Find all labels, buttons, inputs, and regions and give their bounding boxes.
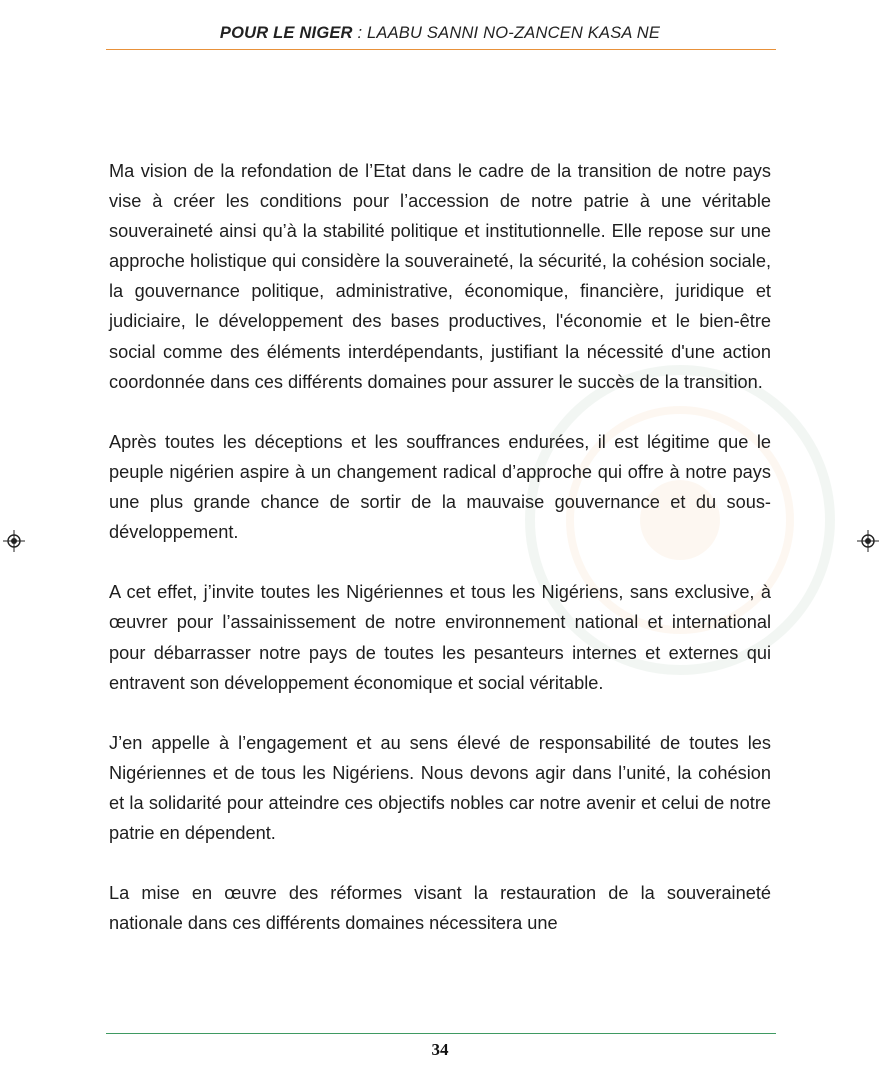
body-text (109, 156, 771, 938)
paragraph-5: La mise en œuvre des réformes visant la restauration de la souveraineté nationale dans ces différents domaines nécessitera une (109, 883, 771, 934)
footer-rule (106, 1033, 776, 1034)
paragraph-1: Ma vision de la refondation de l’Etat dans le cadre de la transition de notre pays vise à créer les conditions pour l’accession de notre patrie à une véritable souveraineté ainsi qu’à la stabilité politique et institutionnelle. Elle repose sur une approche holistique qui considère la souveraineté, la sécurité, la cohésion sociale, la gouvernance politique, administrative, économique, financière, juridique et judiciaire, le développement des bases productives, l'économie et le bien-être social comme des éléments interdépendants, justifiant la nécessité d'une action coordonnée dans ces différents domaines pour assurer le succès de la transition. (109, 161, 771, 392)
running-header (0, 24, 880, 43)
paragraph-4: J’en appelle à l’engagement et au sens élevé de responsabilité de toutes les Nigériennes et de tous les Nigériens. Nous devons agir dans l’unité, la cohésion et la solidarité pour atteindre ces objectifs nobles car notre avenir et celui de notre patrie en dépendent. (109, 732, 771, 844)
header-title-rest: : LAABU SANNI NO-ZANCEN KASA NE (352, 24, 661, 42)
header-rule (106, 49, 776, 50)
page-number: 34 (431, 1040, 449, 1059)
registration-mark-left-icon (3, 530, 25, 552)
header-title-bold: POUR LE NIGER (219, 24, 353, 42)
paragraph-3: A cet effet, j’invite toutes les Nigériennes et tous les Nigériens, sans exclusive, à œuvrer pour l’assainissement de notre environnement national et international pour débarrasser notre pays de toutes les pesanteurs internes et externes qui entravent son développement économique et social véritable. (109, 582, 771, 693)
paragraph-2: Après toutes les déceptions et les souffrances endurées, il est légitime que le peuple nigérien aspire à un changement radical d’approche qui offre à notre pays une plus grande chance de sortir de la mauvaise gouvernance et du sous-développement. (109, 431, 771, 543)
registration-mark-right-icon (857, 530, 879, 552)
